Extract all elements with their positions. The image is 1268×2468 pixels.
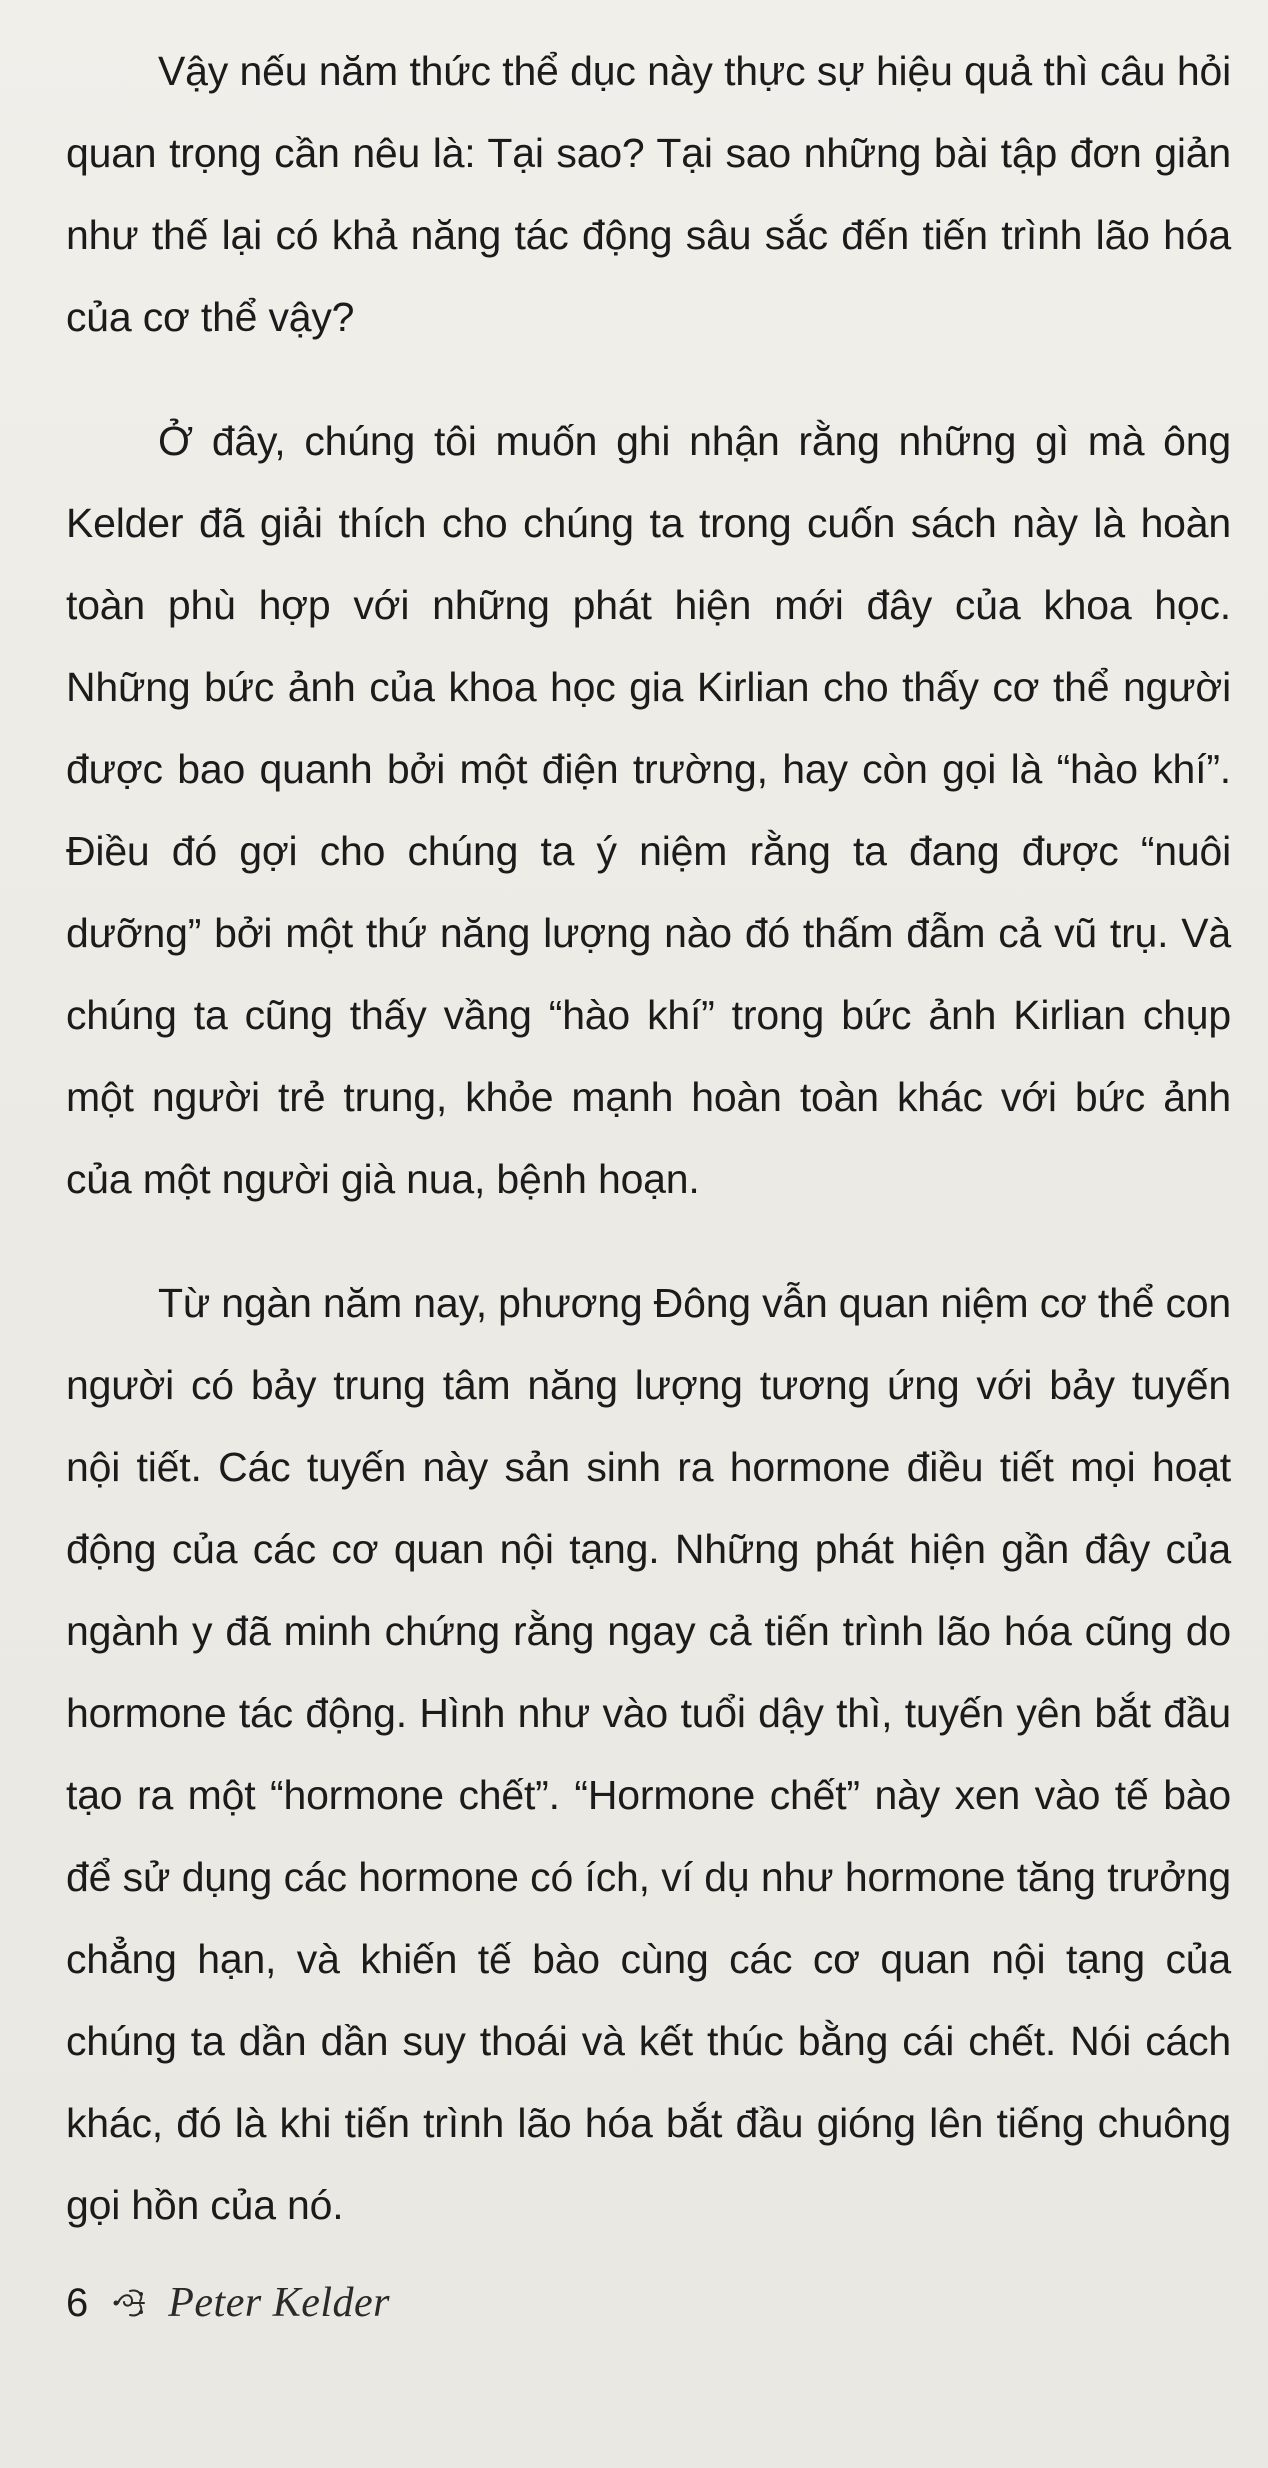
page-footer xyxy=(66,2278,390,2328)
floral-ornament-icon xyxy=(110,2283,150,2323)
page-number: 6 xyxy=(66,2280,89,2325)
paragraph-2: Ở đây, chúng tôi muốn ghi nhận rằng những gì mà ông Kelder đã giải thích cho chúng ta trong cuốn sách này là hoàn toàn phù hợp với những phát hiện mới đây của khoa học. Những bức ảnh của khoa học gia Kirlian cho thấy cơ thể người được bao quanh bởi một điện trường, hay còn gọi là “hào khí”. Điều đó gợi cho chúng ta ý niệm rằng ta đang được “nuôi dưỡng” bởi một thứ năng lượng nào đó thấm đẫm cả vũ trụ. Và chúng ta cũng thấy vầng “hào khí” trong bức ảnh Kirlian chụp một người trẻ trung, khỏe mạnh hoàn toàn khác với bức ảnh của một người già nua, bệnh hoạn. xyxy=(66,418,1231,1202)
author-name: Peter Kelder xyxy=(168,2280,391,2326)
paragraph-3: Từ ngàn năm nay, phương Đông vẫn quan niệm cơ thể con người có bảy trung tâm năng lượng tương ứng với bảy tuyến nội tiết. Các tuyến này sản sinh ra hormone điều tiết mọi hoạt động của các cơ quan nội tạng. Những phát hiện gần đây của ngành y đã minh chứng rằng ngay cả tiến trình lão hóa cũng do hormone tác động. Hình như vào tuổi dậy thì, tuyến yên bắt đầu tạo ra một “hormone chết”. “Hormone chết” này xen vào tế bào để sử dụng các hormone có ích, ví dụ như hormone tăng trưởng chẳng hạn, và khiến tế bào cùng các cơ quan nội tạng của chúng ta dần dần suy thoái và kết thúc bằng cái chết. Nói cách khác, đó là khi tiến trình lão hóa bắt đầu gióng lên tiếng chuông gọi hồn của nó. xyxy=(66,1280,1231,2228)
paragraph-1: Vậy nếu năm thức thể dục này thực sự hiệu quả thì câu hỏi quan trọng cần nêu là: Tại sao? Tại sao những bài tập đơn giản như thế lại có khả năng tác động sâu sắc đến tiến trình lão hóa của cơ thể vậy? xyxy=(66,48,1231,340)
body-text xyxy=(66,30,1231,2246)
